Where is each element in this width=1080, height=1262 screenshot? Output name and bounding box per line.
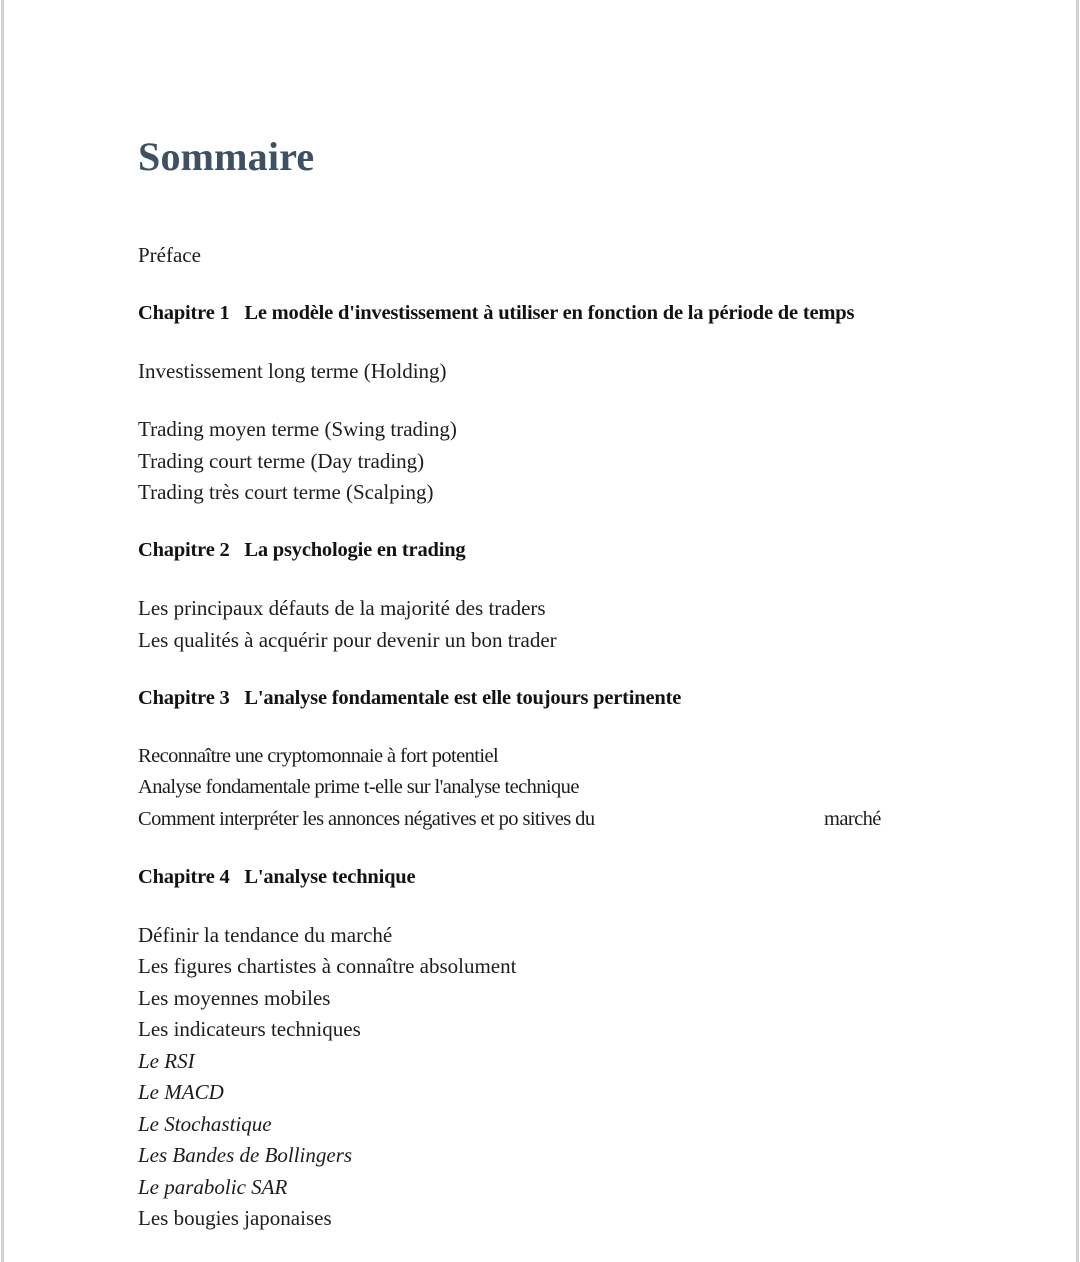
toc-entry: Reconnaître une cryptomonnaie à fort potentiel xyxy=(138,744,499,767)
page-edge-right xyxy=(1076,0,1079,1262)
toc-chapter-heading: Chapitre 1 Le modèle d'investissement à utiliser en fonction de la période de temps xyxy=(138,302,855,324)
toc-chapter-heading: Chapitre 4 L'analyse technique xyxy=(138,865,416,888)
toc-chapter-heading: Chapitre 3 L'analyse fondamentale est elle toujours pertinente xyxy=(138,686,682,709)
toc-entry: Les figures chartistes à connaître absolument xyxy=(138,954,517,978)
toc-entry: Trading moyen terme (Swing trading) xyxy=(138,417,457,441)
toc-entry: Les Bandes de Bollingers xyxy=(138,1143,353,1167)
toc-entry-right-text: marché xyxy=(824,807,881,830)
page-edge-left xyxy=(1,0,4,1262)
toc-entry-text: Comment interpréter les annonces négatives et po sitives du xyxy=(138,807,595,830)
toc-entry: Trading court terme (Day trading) xyxy=(138,448,425,473)
toc-entry: Préface xyxy=(138,243,201,267)
page-title: Sommaire xyxy=(138,134,315,179)
toc-entry xyxy=(138,804,950,836)
toc-chapter-heading: Chapitre 2 La psychologie en trading xyxy=(138,539,466,561)
toc-entry: Analyse fondamentale prime t-elle sur l'analyse technique xyxy=(138,776,579,798)
toc-entry: Les indicateurs techniques xyxy=(138,1017,361,1041)
toc-entry: Les bougies japonaises xyxy=(138,1206,332,1230)
toc-entry: Définir la tendance du marché xyxy=(138,922,393,947)
toc-entry: Le MACD xyxy=(138,1080,224,1104)
toc-entry: Le RSI xyxy=(138,1048,195,1073)
toc-entry: Le Stochastique xyxy=(138,1111,272,1136)
toc-entry: Investissement long terme (Holding) xyxy=(138,359,447,383)
toc-entry: Le parabolic SAR xyxy=(138,1174,288,1199)
toc-list xyxy=(138,240,950,1235)
toc-entry: Les qualités à acquérir pour devenir un bon trader xyxy=(138,627,557,652)
toc-entry: Trading très court terme (Scalping) xyxy=(138,480,434,504)
toc-entry: Les moyennes mobiles xyxy=(138,985,331,1010)
toc-entry: Les principaux défauts de la majorité des traders xyxy=(138,596,546,620)
